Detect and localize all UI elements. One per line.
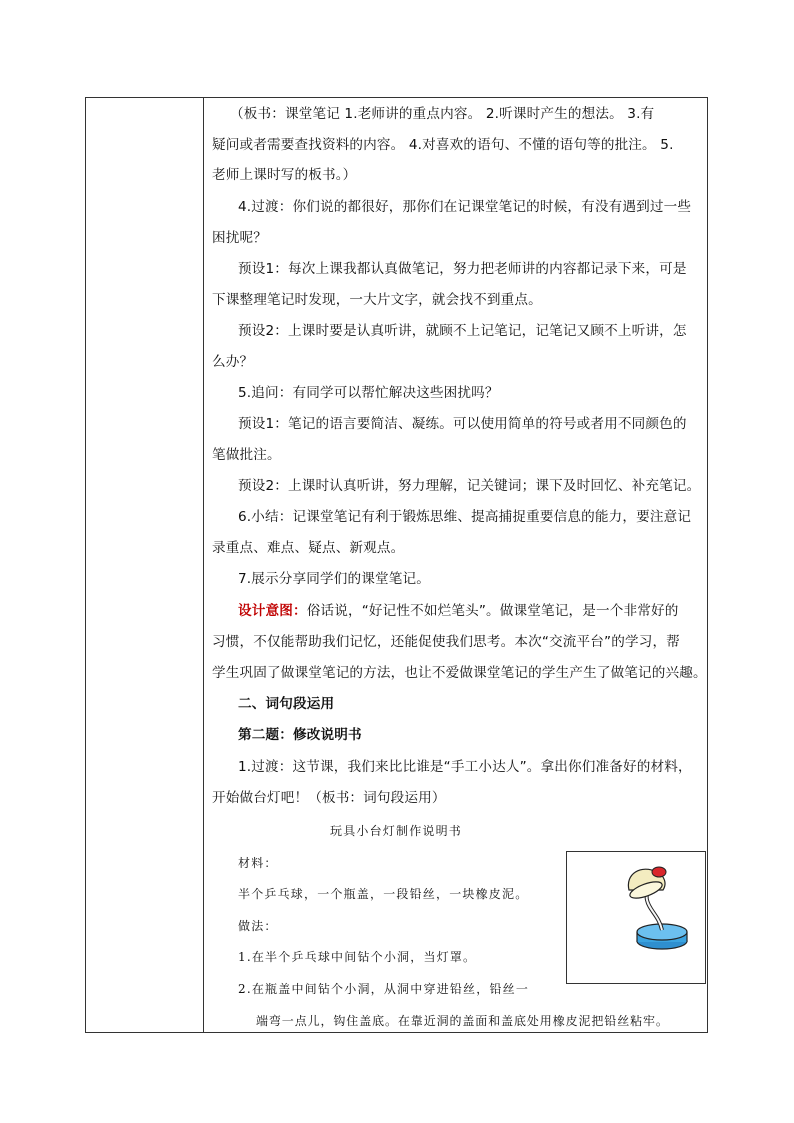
question-heading: 第二题：修改说明书 [238,727,362,743]
answer-preset-2: 预设2：上课时认真听讲，努力理解，记关键词；课下及时回忆、补充笔记。 [238,478,701,494]
manual-materials-label: 材料： [238,856,278,870]
transition-4-line-1: 4.过渡：你们说的都很好，那你们在记课堂笔记的时候，有没有遇到过一些 [238,199,692,215]
lesson-table [85,97,708,1033]
share-notes: 7.展示分享同学们的课堂笔记。 [238,571,430,587]
manual-step-2-line-1: 2.在瓶盖中间钻个小洞，从洞中穿进铅丝，铅丝一 [238,982,530,996]
preset-2-line-1: 预设2：上课时要是认真听讲，就顾不上记笔记，记笔记又顾不上听讲，怎 [238,323,687,339]
manual-method-label: 做法： [238,919,278,933]
followup-question: 5.追问：有同学可以帮忙解决这些困扰吗？ [238,385,499,401]
manual-step-1: 1.在半个乒乓球中间钻个小洞，当灯罩。 [238,950,477,964]
board-note-line-3: 老师上课时写的板书。） [212,167,357,183]
answer-preset-1-line-1: 预设1：笔记的语言要简洁、凝练。可以使用简单的符号或者用不同颜色的 [238,416,687,432]
summary-line-2: 录重点、难点、疑点、新观点。 [212,540,405,556]
manual-materials: 半个乒乓球，一个瓶盖，一段铅丝，一块橡皮泥。 [238,887,529,901]
design-intent-line-3: 学生巩固了做课堂笔记的方法，也让不爱做课堂笔记的学生产生了做笔记的兴趣。 [212,665,707,681]
board-note-line-1: （板书：课堂笔记 1.老师讲的重点内容。 2.听课时产生的想法。 3.有 [230,106,655,122]
transition-4-line-2: 困扰呢？ [212,230,267,246]
answer-preset-1-line-2: 笔做批注。 [212,447,281,463]
design-intent-line-2: 习惯，不仅能帮助我们记忆，还能促使我们思考。本次“交流平台”的学习，帮 [212,634,680,650]
transition-1-line-2: 开始做台灯吧！（板书：词句段运用） [212,790,446,806]
design-intent-label: 设计意图： [238,603,307,619]
preset-1-line-1: 预设1：每次上课我都认真做笔记，努力把老师讲的内容都记录下来，可是 [238,261,687,277]
board-note-line-2: 疑问或者需要查找资料的内容。 4.对喜欢的语句、不懂的语句等的批注。 5. [212,137,674,153]
design-intent-line-1 [238,603,708,620]
preset-2-line-2: 么办？ [212,354,254,370]
toy-lamp-illustration [567,852,705,983]
section-heading: 二、词句段运用 [238,696,335,712]
manual-title: 玩具小台灯制作说明书 [330,824,463,838]
design-intent-text: 俗话说，“好记性不如烂笔头”。做课堂笔记，是一个非常好的 [306,603,679,619]
summary-line-1: 6.小结：记课堂笔记有利于锻炼思维、提高捕捉重要信息的能力，要注意记 [238,509,692,525]
preset-1-line-2: 下课整理笔记时发现，一大片文字，就会找不到重点。 [212,292,542,308]
transition-1-line-1: 1.过渡：这节课，我们来比比谁是“手工小达人”。拿出你们准备好的材料， [238,759,692,775]
lamp-illustration-frame [566,851,706,984]
content-cell [204,98,707,1032]
manual-step-2-line-2: 端弯一点儿，钩住盖底。在靠近洞的盖面和盖底处用橡皮泥把铅丝粘牢。 [256,1014,669,1028]
